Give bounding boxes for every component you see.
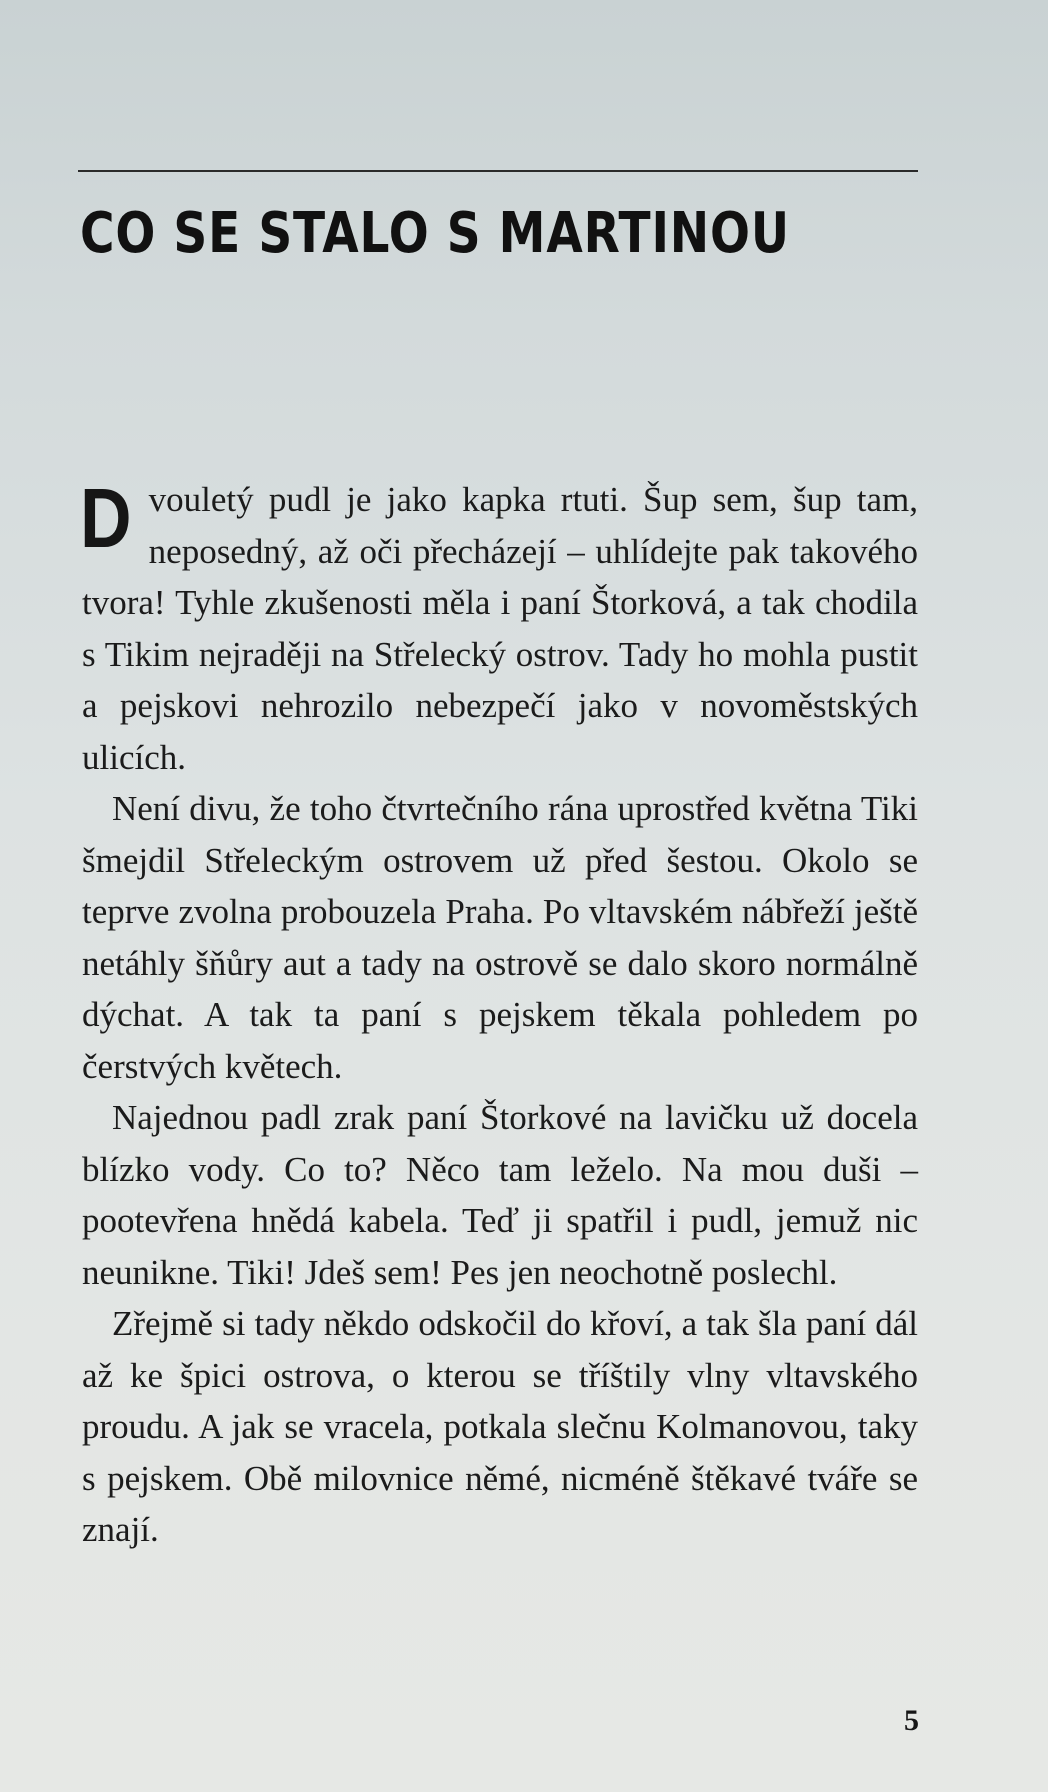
drop-cap: D: [80, 471, 132, 565]
page-number: 5: [904, 1704, 919, 1737]
paragraph-1: [80, 471, 918, 783]
chapter-title: CO SE STALO S MARTINOU: [80, 201, 790, 266]
paragraph-4: Zřejmě si tady někdo odskočil do křoví, a tak šla paní dál až ke špici ostrova, o kterou se tříštily vlny vltavského proudu. A jak se vracela, potkala slečnu Kolmanovou, taky s pejskem. Obě milovnice němé, nicméně štěkavé tváře se znají.: [82, 1304, 918, 1549]
paragraph-2: Není divu, že toho čtvrtečního rána uprostřed května Tiki šmejdil Střeleckým ostrovem už před šestou. Okolo se teprve zvolna probouzela Praha. Po vltavském nábřeží ještě netáhly šňůry aut a tady na ostrově se dalo skoro normálně dýchat. A tak ta paní s pejskem těkala pohledem po čerstvých květech.: [82, 789, 918, 1086]
chapter-rule: [78, 170, 918, 172]
chapter-body: [80, 471, 918, 1556]
paragraph-1-text: vouletý pudl je jako kapka rtuti. Šup sem, šup tam, neposedný, až oči přecházejí – uhlídejte pak takového tvora! Tyhle zkušenosti měla i paní Štorková, a tak chodila s Tikim nejraději na Střelecký ostrov. Tady ho mohla pustit a pejskovi nehrozilo nebezpečí jako v novoměstských ulicích.: [82, 480, 918, 777]
paragraph-3: Najednou padl zrak paní Štorkové na lavičku už docela blízko vody. Co to? Něco tam leželo. Na mou duši – pootevřena hnědá kabela. Teď ji spatřil i pudl, jemuž nic neunikne. Tiki! Jdeš sem! Pes jen neochotně poslechl.: [82, 1098, 918, 1292]
